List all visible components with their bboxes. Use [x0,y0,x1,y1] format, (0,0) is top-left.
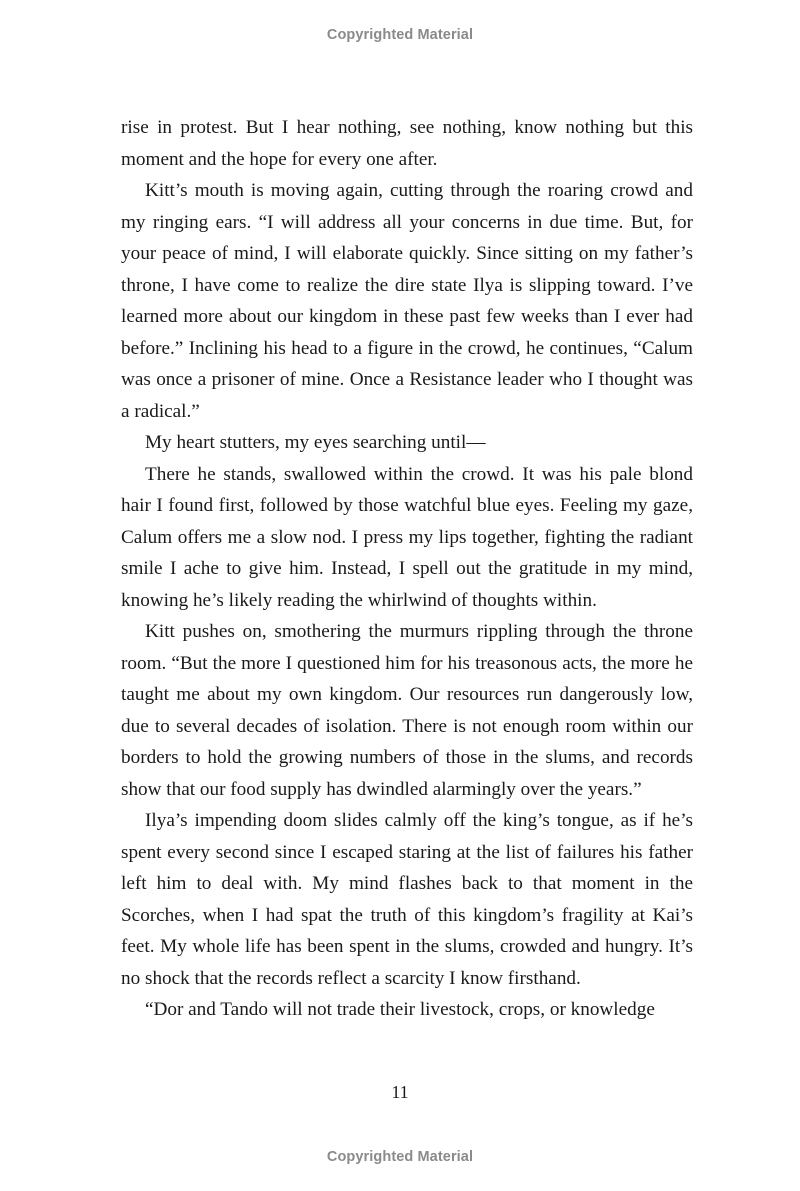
paragraph: Ilya’s impending doom slides calmly off the king’s tongue, as if he’s spent every second since I escaped staring at the list of failures his father left him to deal with. My mind flashes back to that moment in the Scorches, when I had spat the truth of this kingdom’s fragility at Kai’s feet. My whole life has been spent in the slums, crowded and hungry. It’s no shock that the records reflect a scarcity I know firsthand. [121,810,693,989]
paragraph: My heart stutters, my eyes searching until— [145,432,486,453]
copyright-watermark-top: Copyrighted Material [326,27,474,43]
paragraph: rise in protest. But I hear nothing, see nothing, know nothing but this moment and the hope for every one after. [121,117,693,170]
paragraph: There he stands, swallowed within the crowd. It was his pale blond hair I found first, followed by those watchful blue eyes. Feeling my gaze, Calum offers me a slow nod. I press my lips together, fighting the radiant smile I ache to give him. Instead, I spell out the gratitude in my mind, knowing he’s likely reading the whirlwind of thoughts within. [121,463,693,611]
page-number: 11 [391,1082,409,1102]
page-body [121,112,693,1026]
copyright-watermark-bottom: Copyrighted Material [326,1149,474,1165]
paragraph: Kitt’s mouth is moving again, cutting through the roaring crowd and my ringing ears. “I will address all your concerns in due time. But, for your peace of mind, I will elaborate quickly. Since sitting on my father’s throne, I have come to realize the dire state Ilya is slipping toward. I’ve learned more about our kingdom in these past few weeks than I ever had before.” Inclining his head to a figure in the crowd, he continues, “Calum was once a prisoner of mine. Once a Resistance leader who I thought was a radical.” [121,180,693,422]
paragraph: Kitt pushes on, smothering the murmurs rippling through the throne room. “But the more I questioned him for his treasonous acts, the more he taught me about my own kingdom. Our resources run dangerously low, due to several decades of isolation. There is not enough room within our borders to hold the growing numbers of those in the slums, and records show that our food supply has dwindled alarmingly over the years.” [121,621,693,800]
paragraph: “Dor and Tando will not trade their livestock, crops, or knowledge [145,999,655,1020]
